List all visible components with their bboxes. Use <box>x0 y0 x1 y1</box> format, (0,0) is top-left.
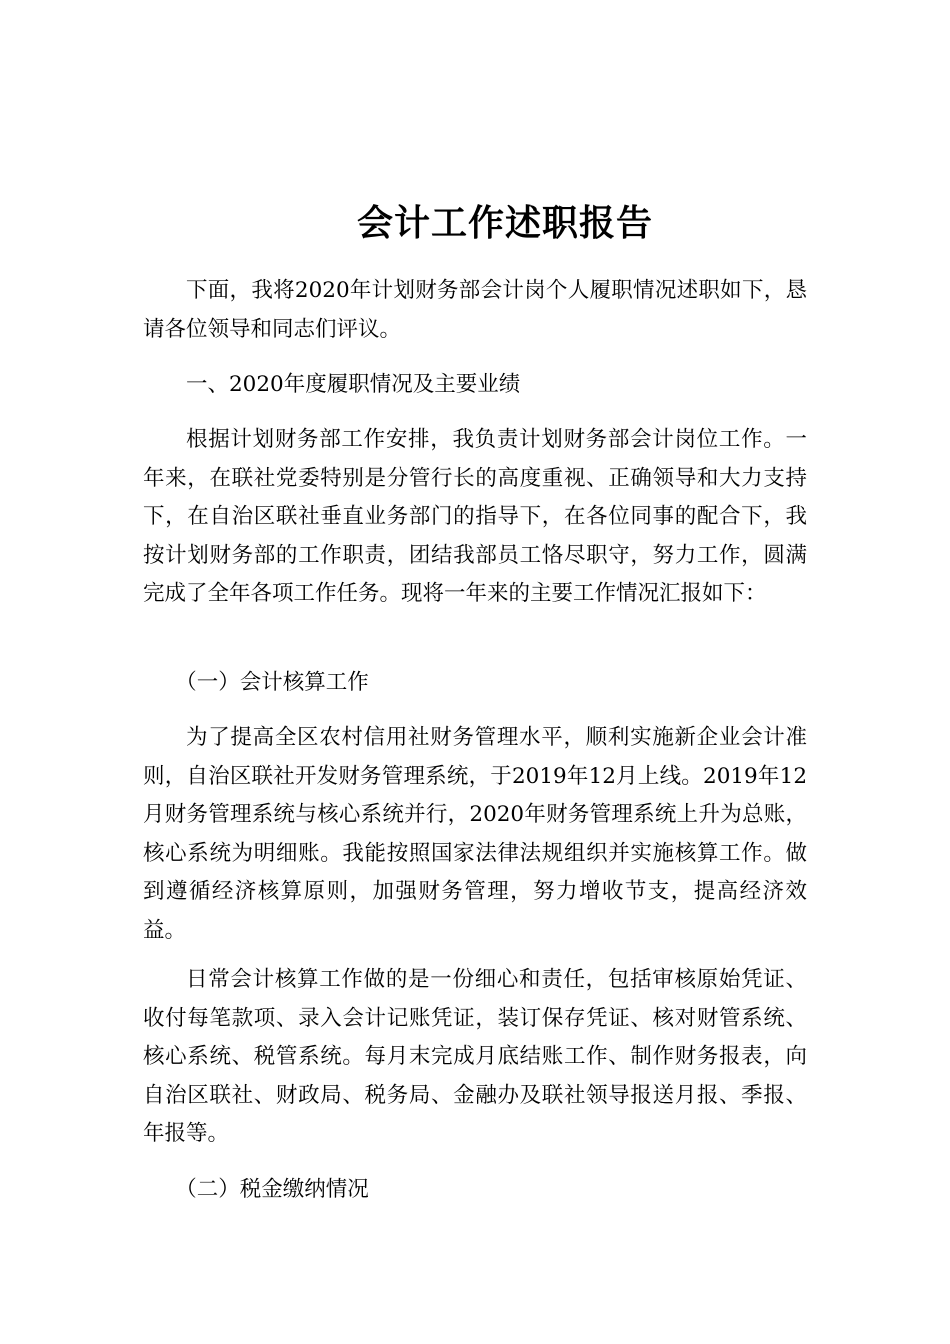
intro-paragraph: 下面，我将2020年计划财务部会计岗个人履职情况述职如下，恳请各位领导和同志们评议。 <box>143 278 807 342</box>
section-paragraph: 根据计划财务部工作安排，我负责计划财务部会计岗位工作。一年来，在联社党委特别是分管行长的高度重视、正确领导和大力支持下，在自治区联社垂直业务部门的指导下，在各位同事的配合下，我按计划财务部的工作职责，团结我部员工恪尽职守，努力工作，圆满完成了全年各项工作任务。现将一年来的主要工作情况汇报如下： <box>143 427 807 607</box>
section-heading: 一、2020年度履职情况及主要业绩 <box>186 372 521 397</box>
body-paragraph: 为了提高全区农村信用社财务管理水平，顺利实施新企业会计准则，自治区联社开发财务管理系统，于2019年12月上线。2019年12月财务管理系统与核心系统并行，2020年财务管理系统上升为总账，核心系统为明细账。我能按照国家法律法规组织并实施核算工作。做到遵循经济核算原则，加强财务管理，努力增收节支，提高经济效益。 <box>143 725 807 943</box>
page-title: 会计工作述职报告 <box>356 203 653 244</box>
body-paragraph: 日常会计核算工作做的是一份细心和责任，包括审核原始凭证、收付每笔款项、录入会计记账凭证，装订保存凭证、核对财管系统、核心系统、税管系统。每月末完成月底结账工作、制作财务报表，向自治区联社、财政局、税务局、金融办及联社领导报送月报、季报、年报等。 <box>143 967 807 1147</box>
subsection-heading: （二）税金缴纳情况 <box>175 1177 369 1202</box>
subsection-heading: （一）会计核算工作 <box>175 670 369 695</box>
